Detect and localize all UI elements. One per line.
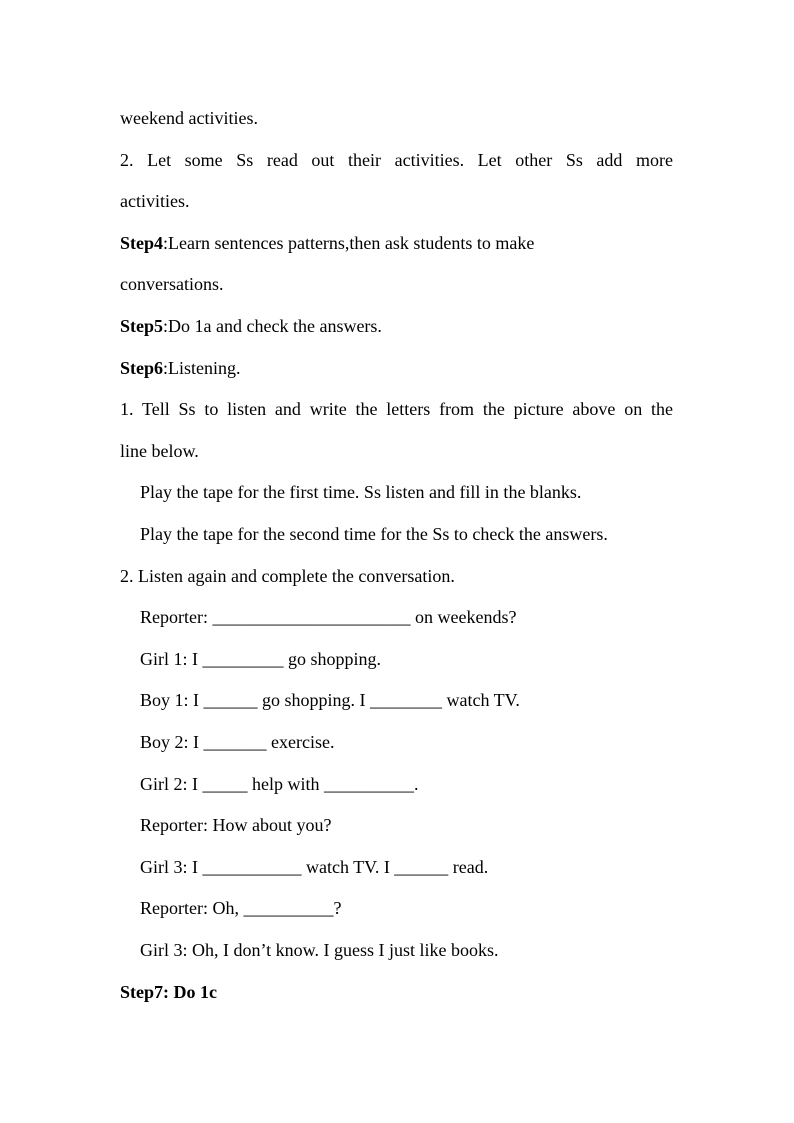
text-line: Play the tape for the first time. Ss listen and fill in the blanks. [140, 482, 582, 502]
dialogue-line: Girl 1: I _________ go shopping. [140, 649, 381, 669]
text-line: line below. [120, 441, 199, 461]
dialogue-line: Reporter: How about you? [140, 815, 332, 835]
step-text: :Listening. [163, 358, 241, 378]
dialogue-line: Boy 1: I ______ go shopping. I ________ watch TV. [140, 690, 520, 710]
step-5-line [120, 314, 673, 338]
step-4-line [120, 231, 673, 255]
dialogue-line: Girl 3: I ___________ watch TV. I ______ read. [140, 857, 489, 877]
step-text: :Learn sentences patterns,then ask students to make [163, 233, 535, 253]
step-6-line [120, 356, 673, 380]
text-line: conversations. [120, 274, 224, 294]
step-label: Step4 [120, 233, 164, 253]
dialogue-line: Reporter: ______________________ on weekends? [140, 607, 517, 627]
dialogue-line: Boy 2: I _______ exercise. [140, 732, 335, 752]
text-line: 2. Listen again and complete the conversation. [120, 566, 455, 586]
text-line: activities. [120, 191, 190, 211]
dialogue-line: Reporter: Oh, __________? [140, 898, 342, 918]
text-line: 1. Tell Ss to listen and write the letters from the picture above on the [120, 399, 673, 419]
step-7-heading: Step7: Do 1c [120, 982, 217, 1002]
dialogue-line: Girl 3: Oh, I don’t know. I guess I just like books. [140, 940, 499, 960]
dialogue-line: Girl 2: I _____ help with __________. [140, 774, 419, 794]
step-label: Step6 [120, 358, 164, 378]
text-line: weekend activities. [120, 108, 258, 128]
step-text: :Do 1a and check the answers. [163, 316, 382, 336]
text-line: Play the tape for the second time for the Ss to check the answers. [140, 524, 608, 544]
text-line: 2. Let some Ss read out their activities. Let other Ss add more [120, 150, 673, 170]
step-label: Step5 [120, 316, 164, 336]
